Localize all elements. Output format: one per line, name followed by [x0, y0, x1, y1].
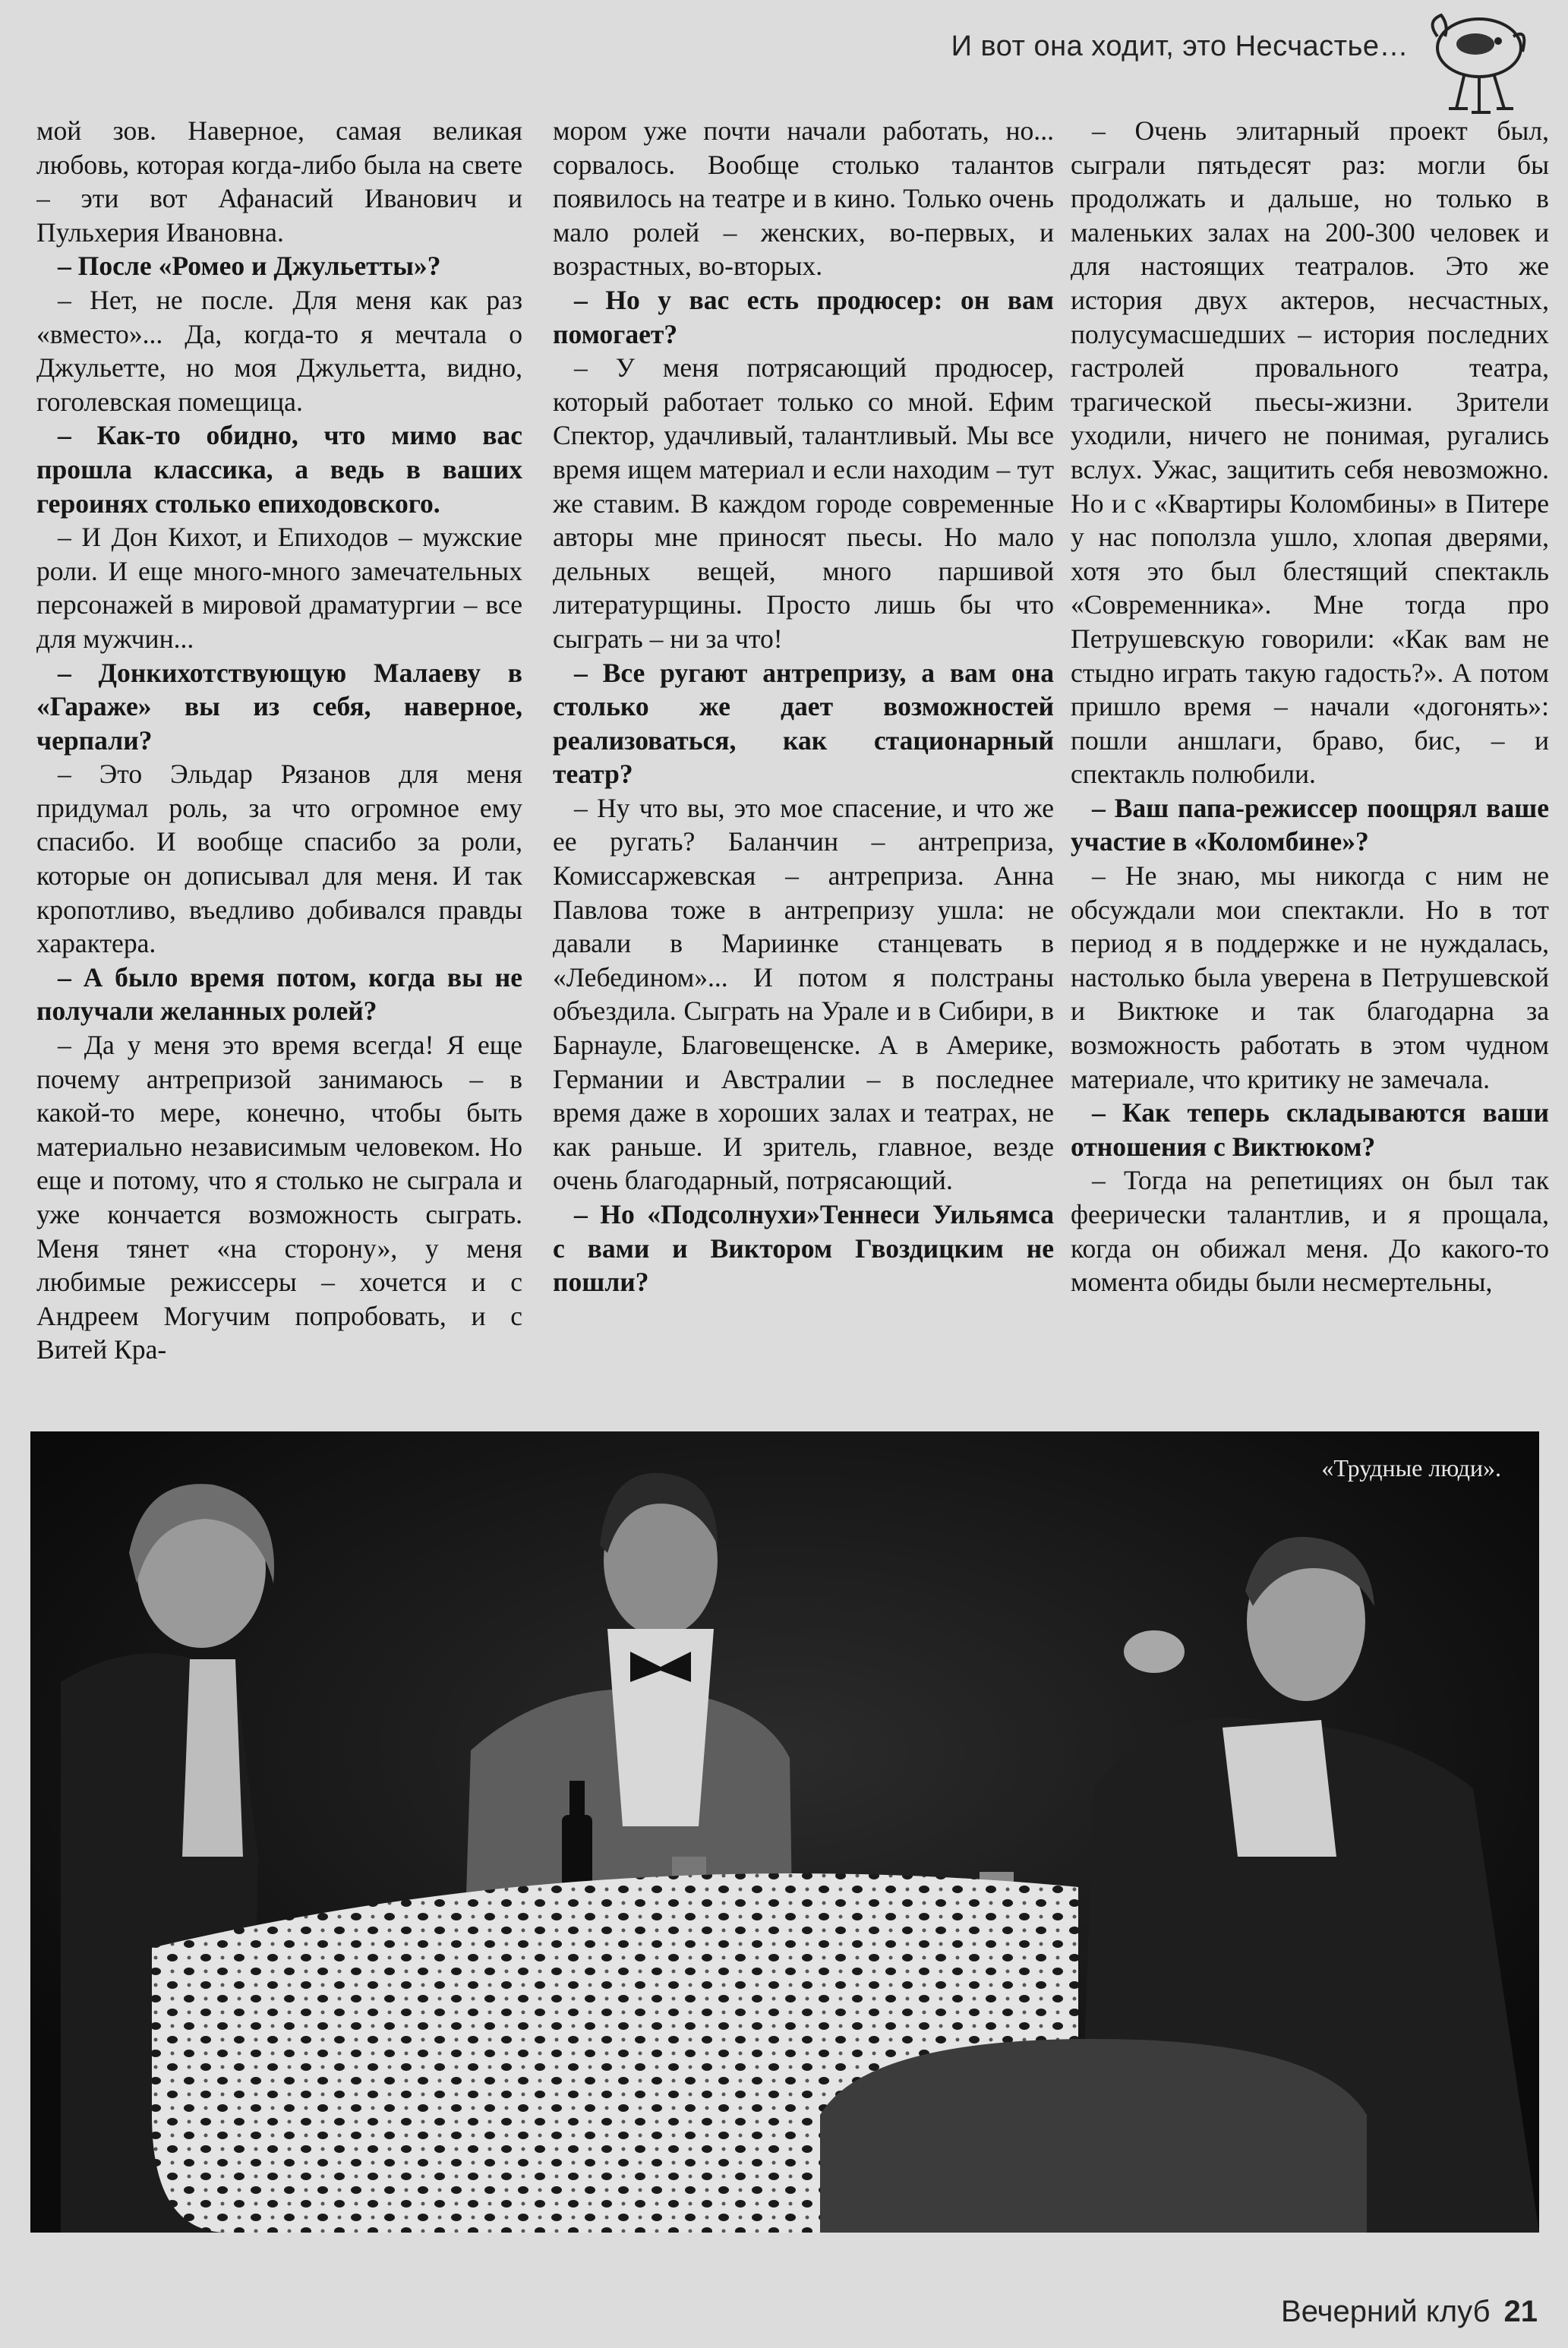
interview-answer: – Не знаю, мы никогда с ним не обсуждали мои спектакли. Но в тот период я в поддержке и не нуждалась, настолько была уверена в Петрушевской и Виктюке и так благодарна за возможность работать в этом чудном материале, что критику не замечала. — [1071, 860, 1549, 1094]
page-number: 21 — [1503, 2295, 1538, 2328]
article-column-2 — [553, 114, 1054, 1420]
magazine-name: Вечерний клуб — [1281, 2295, 1491, 2328]
stage-photo — [30, 1431, 1539, 2233]
interview-question: – Но «Подсолнухи»Теннеси Уильямса с вами и Виктором Гвоздицким не пошли? — [553, 1199, 1054, 1298]
interview-question: – После «Ромео и Джульетты»? — [58, 251, 441, 282]
interview-question: – Но у вас есть продюсер: он вам помогает? — [553, 284, 1054, 349]
interview-answer: – Да у меня это время всегда! Я еще почему антрепризой занимаюсь – в какой-то мере, конечно, чтобы быть материально независимым человеком. Но еще и потому, что я столько не сыграла и уже кончается возможность сыграть. Меня тянет «на сторону», у меня любимые режиссеры – хочется и с Андреем Могучим попробовать, и с Витей Кра- — [36, 1030, 522, 1365]
interview-question: – Как теперь складываются ваши отношения с Виктюком? — [1071, 1097, 1549, 1162]
interview-answer: мором уже почти начали работать, но... сорвалось. Вообще столько талантов появилось на театре и в кино. Только очень мало ролей – женских, во-первых, и возрастных, во-вторых. — [553, 115, 1054, 282]
interview-answer: – Это Эльдар Рязанов для меня придумал роль, за что огромное ему спасибо. И вообще спасибо за роли, которые он дописывал для меня. И так кропотливо, въедливо добивался правды характера. — [36, 759, 522, 959]
interview-question: – А было время потом, когда вы не получали желанных ролей? — [36, 961, 522, 1027]
photo-caption: «Трудные люди». — [1321, 1454, 1501, 1482]
page-footer — [1281, 2295, 1538, 2329]
running-title: И вот она ходит, это Несчастье… — [951, 30, 1409, 62]
interview-question: – Все ругают антрепризу, а вам она столько же дает возможностей реализоваться, как стационарный театр? — [553, 657, 1054, 790]
interview-answer: – И Дон Кихот, и Епиходов – мужские роли. И еще много-много замечательных персонажей в мировой драматургии – все для мужчин... — [36, 522, 522, 654]
bird-emblem-icon — [1422, 6, 1536, 120]
article-column-1 — [36, 114, 522, 1420]
interview-question: – Как-то обидно, что мимо вас прошла классика, а ведь в ваших героинях столько епиходовского. — [36, 420, 522, 519]
interview-answer: – У меня потрясающий продюсер, который работает только со мной. Ефим Спектор, удачливый, талантливый. Мы все время ищем материал и если находим – тут же ставим. В каждом городе современные авторы мне приносят пьесы. Но мало дельных вещей, много паршивой литературщины. Просто лишь бы что сыграть – ни за что! — [553, 352, 1054, 654]
interview-question: – Донкихотствующую Малаеву в «Гараже» вы из себя, наверное, черпали? — [36, 657, 522, 756]
article-column-3 — [1071, 114, 1549, 1420]
interview-answer: – Нет, не после. Для меня как раз «вместо»... Да, когда-то я мечтала о Джульетте, но моя Джульетта, видно, гоголевская помещица. — [36, 284, 522, 417]
interview-question: – Ваш папа-режиссер поощрял ваше участие в «Коломбине»? — [1071, 792, 1549, 857]
interview-answer: – Тогда на репетициях он был так феерически талантлив, и я прощала, когда он обижал меня. До какого-то момента обиды были несмертельны, — [1071, 1165, 1549, 1298]
interview-answer: – Ну что вы, это мое спасение, и что же ее ругать? Баланчин – антреприза, Комиссаржевская – антреприза. Анна Павлова тоже в антрепризу ушла: не давали в Мариинке станцевать в «Лебедином»... И потом я полстраны объездила. Сыграть на Урале и в Сибири, в Барнауле, Благовещенске. А в Америке, Германии и Австралии – в последнее время даже в хороших залах и театрах, не как раньше. И зритель, главное, везде очень благодарный, потрясающий. — [553, 792, 1054, 1196]
interview-answer: мой зов. Наверное, самая великая любовь, которая когда-либо была на свете – эти вот Афанасий Иванович и Пульхерия Ивановна. — [36, 115, 522, 248]
interview-answer: – Очень элитарный проект был, сыграли пятьдесят раз: могли бы продолжать и дальше, но только в маленьких залах на 200-300 человек и для настоящих театралов. Это же история двух актеров, несчастных, полусумасшедших – история последних гастролей провального театра, трагической пьесы-жизни. Зрители уходили, ничего не понимая, ругались вслух. Ужас, защитить себя невозможно. Но и с «Квартиры Коломбины» в Питере у нас поползла ушло, хлопая дверями, хотя это был блестящий спектакль «Современника». Мне тогда про Петрушевскую говорили: «Как вам не стыдно играть такую гадость?». А потом пришло время – начали «догонять»: пошли аншлаги, браво, бис, – и спектакль полюбили. — [1071, 115, 1549, 790]
